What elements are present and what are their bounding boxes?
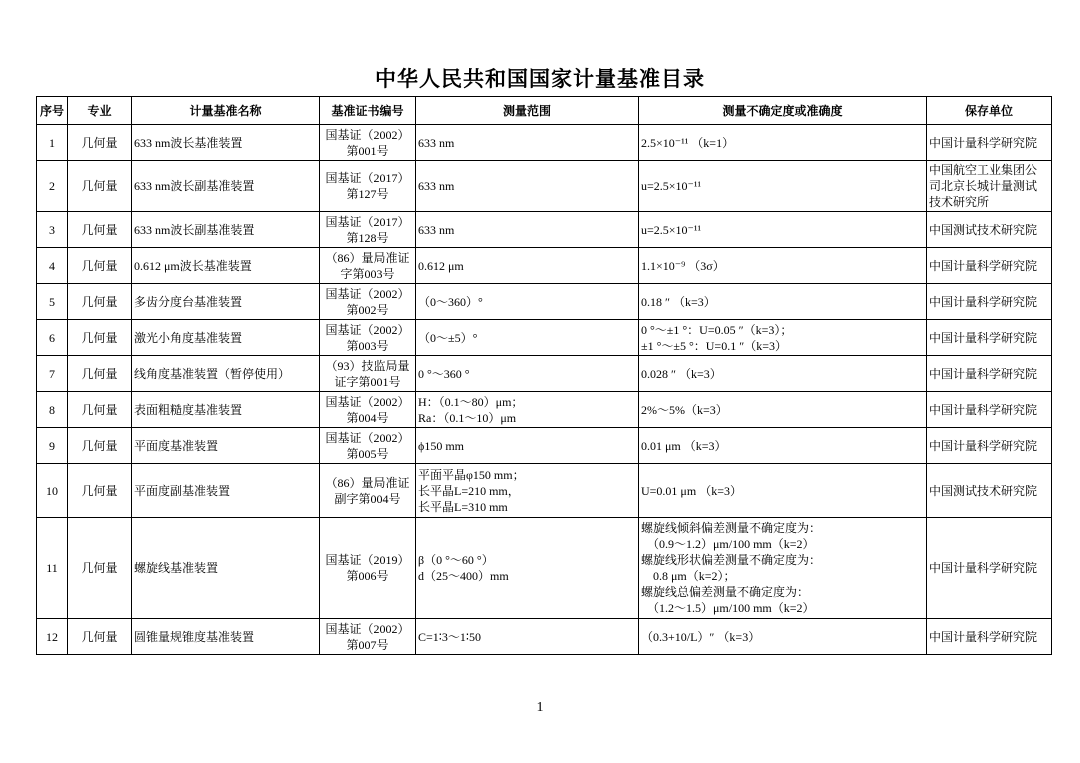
specialty-cell: 几何量 bbox=[68, 464, 132, 518]
uncertainty-cell-line: 2%～5%（k=3） bbox=[641, 402, 728, 417]
uncertainty-cell bbox=[639, 284, 927, 320]
measurement-range-cell-line: 平面平晶φ150 mm； bbox=[418, 467, 525, 482]
specialty-cell: 几何量 bbox=[68, 392, 132, 428]
header-cell: 专业 bbox=[68, 97, 132, 125]
measurement-range-cell bbox=[416, 356, 639, 392]
custodian-cell-line: 中国计量科学研究院 bbox=[929, 561, 1038, 575]
measurement-range-cell bbox=[416, 619, 639, 655]
measurement-range-cell-line: d（25～400）mm bbox=[418, 569, 509, 583]
uncertainty-cell-line: 1.1×10⁻⁹ （3σ） bbox=[641, 258, 725, 273]
certificate-number-cell bbox=[320, 161, 416, 212]
uncertainty-cell-line: （0.9～1.2）μm/100 mm（k=2） bbox=[641, 537, 815, 551]
specialty-cell: 几何量 bbox=[68, 356, 132, 392]
custodian-cell bbox=[927, 356, 1052, 392]
measurement-range-cell bbox=[416, 464, 639, 518]
certificate-number-cell-line: 国基证（2017） bbox=[325, 171, 410, 185]
measurement-range-cell-line: 633 nm bbox=[418, 135, 455, 150]
header-cell: 计量基准名称 bbox=[132, 97, 320, 125]
certificate-number-cell-line: 国基证（2019） bbox=[325, 553, 410, 567]
certificate-number-cell-line: 国基证（2002） bbox=[325, 394, 410, 409]
measurement-range-cell-line: （0～360）° bbox=[418, 294, 483, 309]
specialty-cell: 几何量 bbox=[68, 248, 132, 284]
uncertainty-cell bbox=[639, 248, 927, 284]
measurement-range-cell-line: 长平晶L=210 mm， bbox=[418, 483, 520, 498]
measurement-range-cell bbox=[416, 320, 639, 356]
uncertainty-cell-line: 螺旋线总偏差测量不确定度为： bbox=[641, 585, 810, 599]
uncertainty-cell bbox=[639, 320, 927, 356]
uncertainty-cell bbox=[639, 125, 927, 161]
measurement-range-cell bbox=[416, 284, 639, 320]
uncertainty-cell-line: 0 °～±1 °：U=0.05 ″（k=3）； bbox=[641, 322, 793, 337]
header-cell: 测量范围 bbox=[416, 97, 639, 125]
custodian-cell bbox=[927, 428, 1052, 464]
header-cell: 保存单位 bbox=[927, 97, 1052, 125]
custodian-cell-line: 司北京长城计量测试 bbox=[929, 179, 1038, 193]
custodian-cell-line: 中国测试技术研究院 bbox=[929, 483, 1038, 498]
certificate-number-cell bbox=[320, 619, 416, 655]
standard-name-cell: 激光小角度基准装置 bbox=[132, 320, 320, 356]
uncertainty-cell-line: U=0.01 μm （k=3） bbox=[641, 483, 742, 498]
table-row bbox=[37, 320, 1052, 356]
uncertainty-cell bbox=[639, 392, 927, 428]
certificate-number-cell-line: 字第003号 bbox=[340, 266, 395, 281]
measurement-range-cell bbox=[416, 161, 639, 212]
serial-number-cell: 1 bbox=[37, 125, 68, 161]
measurement-range-cell bbox=[416, 212, 639, 248]
uncertainty-cell-line: 2.5×10⁻¹¹ （k=1） bbox=[641, 135, 735, 150]
table-row bbox=[37, 428, 1052, 464]
custodian-cell-line: 中国计量科学研究院 bbox=[929, 294, 1038, 309]
uncertainty-cell-line: 0.8 μm（k=2）； bbox=[641, 569, 736, 583]
standard-name-cell: 0.612 μm波长基准装置 bbox=[132, 248, 320, 284]
uncertainty-cell-line: （0.3+10/L）″ （k=3） bbox=[641, 629, 761, 644]
uncertainty-cell bbox=[639, 428, 927, 464]
custodian-cell-line: 中国计量科学研究院 bbox=[929, 402, 1038, 417]
uncertainty-cell-line: 0.18 ″ （k=3） bbox=[641, 294, 716, 309]
custodian-cell bbox=[927, 161, 1052, 212]
serial-number-cell: 7 bbox=[37, 356, 68, 392]
uncertainty-cell-line: 0.01 μm （k=3） bbox=[641, 438, 727, 453]
measurement-range-cell-line: 633 nm bbox=[418, 179, 455, 193]
measurement-range-cell-line: （0～±5）° bbox=[418, 330, 478, 345]
serial-number-cell: 2 bbox=[37, 161, 68, 212]
uncertainty-cell-line: ±1 °～±5 °：U=0.1 ″（k=3） bbox=[641, 338, 787, 353]
uncertainty-cell-line: 螺旋线形状偏差测量不确定度为： bbox=[641, 553, 822, 567]
serial-number-cell: 12 bbox=[37, 619, 68, 655]
certificate-number-cell-line: 证字第001号 bbox=[334, 374, 401, 389]
custodian-cell bbox=[927, 619, 1052, 655]
standard-name-cell: 线角度基准装置（暂停使用） bbox=[132, 356, 320, 392]
certificate-number-cell bbox=[320, 428, 416, 464]
certificate-number-cell-line: 国基证（2002） bbox=[325, 430, 410, 445]
standard-name-cell: 平面度基准装置 bbox=[132, 428, 320, 464]
serial-number-cell: 6 bbox=[37, 320, 68, 356]
standard-name-cell: 633 nm波长基准装置 bbox=[132, 125, 320, 161]
table-row bbox=[37, 392, 1052, 428]
certificate-number-cell-line: 第006号 bbox=[346, 569, 389, 583]
custodian-cell-line: 技术研究所 bbox=[929, 195, 990, 209]
header-cell: 测量不确定度或准确度 bbox=[639, 97, 927, 125]
serial-number-cell: 11 bbox=[37, 518, 68, 619]
custodian-cell-line: 中国计量科学研究院 bbox=[929, 438, 1038, 453]
standard-name-cell: 633 nm波长副基准装置 bbox=[132, 161, 320, 212]
custodian-cell-line: 中国航空工业集团公 bbox=[929, 163, 1038, 177]
table-row bbox=[37, 619, 1052, 655]
serial-number-cell: 3 bbox=[37, 212, 68, 248]
certificate-number-cell-line: 第002号 bbox=[346, 302, 389, 317]
certificate-number-cell bbox=[320, 125, 416, 161]
certificate-number-cell-line: 第003号 bbox=[346, 338, 389, 353]
measurement-range-cell-line: 长平晶L=310 mm bbox=[418, 499, 508, 514]
certificate-number-cell bbox=[320, 248, 416, 284]
serial-number-cell: 8 bbox=[37, 392, 68, 428]
certificate-number-cell-line: 副字第004号 bbox=[334, 491, 401, 506]
measurement-range-cell-line: H：（0.1～80）μm； bbox=[418, 394, 524, 409]
uncertainty-cell bbox=[639, 161, 927, 212]
specialty-cell: 几何量 bbox=[68, 320, 132, 356]
custodian-cell bbox=[927, 125, 1052, 161]
standard-name-cell: 圆锥量规锥度基准装置 bbox=[132, 619, 320, 655]
custodian-cell-line: 中国计量科学研究院 bbox=[929, 366, 1038, 381]
uncertainty-cell bbox=[639, 212, 927, 248]
certificate-number-cell-line: 第127号 bbox=[346, 187, 389, 201]
serial-number-cell: 10 bbox=[37, 464, 68, 518]
uncertainty-cell-line: 螺旋线倾斜偏差测量不确定度为： bbox=[641, 521, 822, 535]
measurement-range-cell-line: 0.612 μm bbox=[418, 258, 464, 273]
specialty-cell: 几何量 bbox=[68, 428, 132, 464]
measurement-range-cell bbox=[416, 392, 639, 428]
uncertainty-cell-line: 0.028 ″ （k=3） bbox=[641, 366, 722, 381]
page-title: 中华人民共和国国家计量基准目录 bbox=[375, 67, 705, 91]
certificate-number-cell-line: 第128号 bbox=[346, 230, 389, 245]
standard-name-cell: 多齿分度台基准装置 bbox=[132, 284, 320, 320]
certificate-number-cell bbox=[320, 392, 416, 428]
specialty-cell: 几何量 bbox=[68, 284, 132, 320]
measurement-range-cell bbox=[416, 518, 639, 619]
certificate-number-cell-line: 第005号 bbox=[346, 446, 389, 461]
header-cell: 序号 bbox=[37, 97, 68, 125]
table-row bbox=[37, 212, 1052, 248]
specialty-cell: 几何量 bbox=[68, 518, 132, 619]
table-row bbox=[37, 464, 1052, 518]
measurement-range-cell bbox=[416, 428, 639, 464]
certificate-number-cell-line: （93）技监局量 bbox=[325, 358, 410, 373]
standard-name-cell: 633 nm波长副基准装置 bbox=[132, 212, 320, 248]
standard-name-cell: 平面度副基准装置 bbox=[132, 464, 320, 518]
table-body bbox=[37, 125, 1052, 655]
serial-number-cell: 5 bbox=[37, 284, 68, 320]
specialty-cell: 几何量 bbox=[68, 125, 132, 161]
standard-name-cell: 螺旋线基准装置 bbox=[132, 518, 320, 619]
certificate-number-cell-line: 国基证（2002） bbox=[325, 322, 410, 337]
custodian-cell bbox=[927, 464, 1052, 518]
uncertainty-cell bbox=[639, 518, 927, 619]
custodian-cell bbox=[927, 248, 1052, 284]
custodian-cell-line: 中国计量科学研究院 bbox=[929, 135, 1038, 150]
table-row bbox=[37, 248, 1052, 284]
certificate-number-cell-line: 第007号 bbox=[346, 637, 389, 652]
measurement-range-cell bbox=[416, 248, 639, 284]
certificate-number-cell bbox=[320, 212, 416, 248]
measurement-range-cell-line: β（0 °～60 °） bbox=[418, 553, 494, 567]
specialty-cell: 几何量 bbox=[68, 212, 132, 248]
certificate-number-cell bbox=[320, 320, 416, 356]
uncertainty-cell bbox=[639, 619, 927, 655]
standard-name-cell: 表面粗糙度基准装置 bbox=[132, 392, 320, 428]
custodian-cell bbox=[927, 284, 1052, 320]
header-cell: 基准证书编号 bbox=[320, 97, 416, 125]
custodian-cell-line: 中国计量科学研究院 bbox=[929, 258, 1038, 273]
custodian-cell-line: 中国计量科学研究院 bbox=[929, 629, 1038, 644]
uncertainty-cell-line: u=2.5×10⁻¹¹ bbox=[641, 222, 702, 237]
certificate-number-cell-line: 国基证（2002） bbox=[325, 621, 410, 636]
serial-number-cell: 4 bbox=[37, 248, 68, 284]
serial-number-cell: 9 bbox=[37, 428, 68, 464]
uncertainty-cell-line: u=2.5×10⁻¹¹ bbox=[641, 179, 702, 193]
certificate-number-cell-line: 第004号 bbox=[346, 410, 389, 425]
custodian-cell bbox=[927, 518, 1052, 619]
specialty-cell: 几何量 bbox=[68, 161, 132, 212]
custodian-cell bbox=[927, 212, 1052, 248]
certificate-number-cell-line: 国基证（2002） bbox=[325, 127, 410, 142]
custodian-cell bbox=[927, 392, 1052, 428]
certificate-number-cell-line: （86）量局准证 bbox=[325, 250, 410, 265]
measurement-range-cell-line: C=1∶3～1∶50 bbox=[418, 629, 482, 644]
measurement-range-cell-line: 0 °～360 ° bbox=[418, 366, 470, 381]
table-row bbox=[37, 518, 1052, 619]
custodian-cell-line: 中国计量科学研究院 bbox=[929, 330, 1038, 345]
measurement-range-cell-line: 633 nm bbox=[418, 222, 455, 237]
table-header-row bbox=[37, 97, 1052, 125]
certificate-number-cell bbox=[320, 284, 416, 320]
table-row bbox=[37, 284, 1052, 320]
specialty-cell: 几何量 bbox=[68, 619, 132, 655]
metrology-standards-table bbox=[36, 96, 1052, 655]
certificate-number-cell bbox=[320, 464, 416, 518]
table-row bbox=[37, 161, 1052, 212]
measurement-range-cell-line: ϕ150 mm bbox=[418, 438, 464, 453]
measurement-range-cell bbox=[416, 125, 639, 161]
certificate-number-cell bbox=[320, 518, 416, 619]
page-number: 1 bbox=[536, 700, 544, 715]
certificate-number-cell-line: 第001号 bbox=[346, 143, 389, 158]
certificate-number-cell bbox=[320, 356, 416, 392]
table-row bbox=[37, 125, 1052, 161]
custodian-cell bbox=[927, 320, 1052, 356]
uncertainty-cell bbox=[639, 356, 927, 392]
certificate-number-cell-line: 国基证（2017） bbox=[325, 214, 410, 229]
certificate-number-cell-line: 国基证（2002） bbox=[325, 286, 410, 301]
measurement-range-cell-line: Ra：（0.1～10）μm bbox=[418, 410, 517, 425]
uncertainty-cell bbox=[639, 464, 927, 518]
custodian-cell-line: 中国测试技术研究院 bbox=[929, 222, 1038, 237]
table-row bbox=[37, 356, 1052, 392]
certificate-number-cell-line: （86）量局准证 bbox=[325, 475, 410, 490]
uncertainty-cell-line: （1.2～1.5）μm/100 mm（k=2） bbox=[641, 601, 815, 615]
